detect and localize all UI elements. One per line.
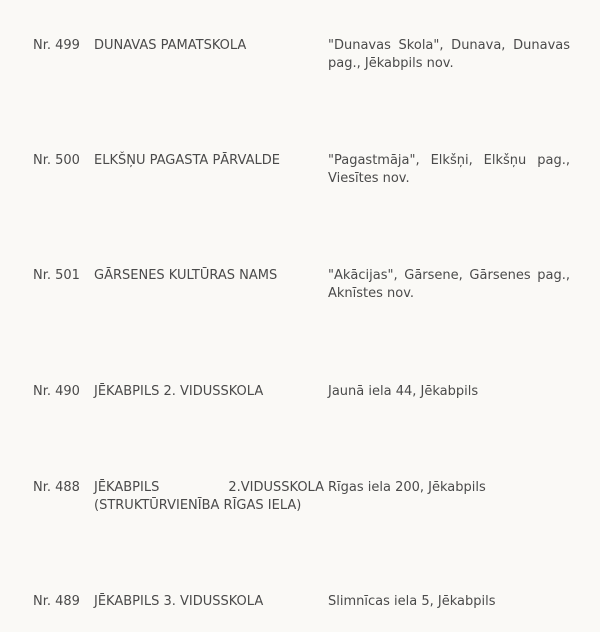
station-name: DUNAVAS PAMATSKOLA <box>94 38 247 53</box>
station-name: ELKŠŅU PAGASTA PĀRVALDE <box>94 153 280 168</box>
station-address: "Pagastmāja", Elkšņi, Elkšņu pag., Viesītes nov. <box>328 153 570 186</box>
station-address: "Akācijas", Gārsene, Gārsenes pag., Aknīstes nov. <box>328 268 570 301</box>
station-number: Nr. 488 <box>33 480 80 495</box>
station-address: Rīgas iela 200, Jēkabpils <box>328 480 486 495</box>
station-name: GĀRSENES KULTŪRAS NAMS <box>94 268 278 283</box>
station-name: JĒKABPILS 2.VIDUSSKOLA (STRUKTŪRVIENĪBA RĪGAS IELA) <box>94 480 324 513</box>
station-number: Nr. 500 <box>33 153 80 168</box>
station-address: Slimnīcas iela 5, Jēkabpils <box>328 594 496 609</box>
station-address: Jaunā iela 44, Jēkabpils <box>328 384 479 399</box>
station-name: JĒKABPILS 2. VIDUSSKOLA <box>94 384 264 399</box>
station-number: Nr. 490 <box>33 384 80 399</box>
station-number: Nr. 489 <box>33 594 80 609</box>
station-number: Nr. 499 <box>33 38 80 53</box>
station-address: "Dunavas Skola", Dunava, Dunavas pag., Jēkabpils nov. <box>328 38 570 71</box>
station-name: JĒKABPILS 3. VIDUSSKOLA <box>94 594 264 609</box>
station-number: Nr. 501 <box>33 268 80 283</box>
